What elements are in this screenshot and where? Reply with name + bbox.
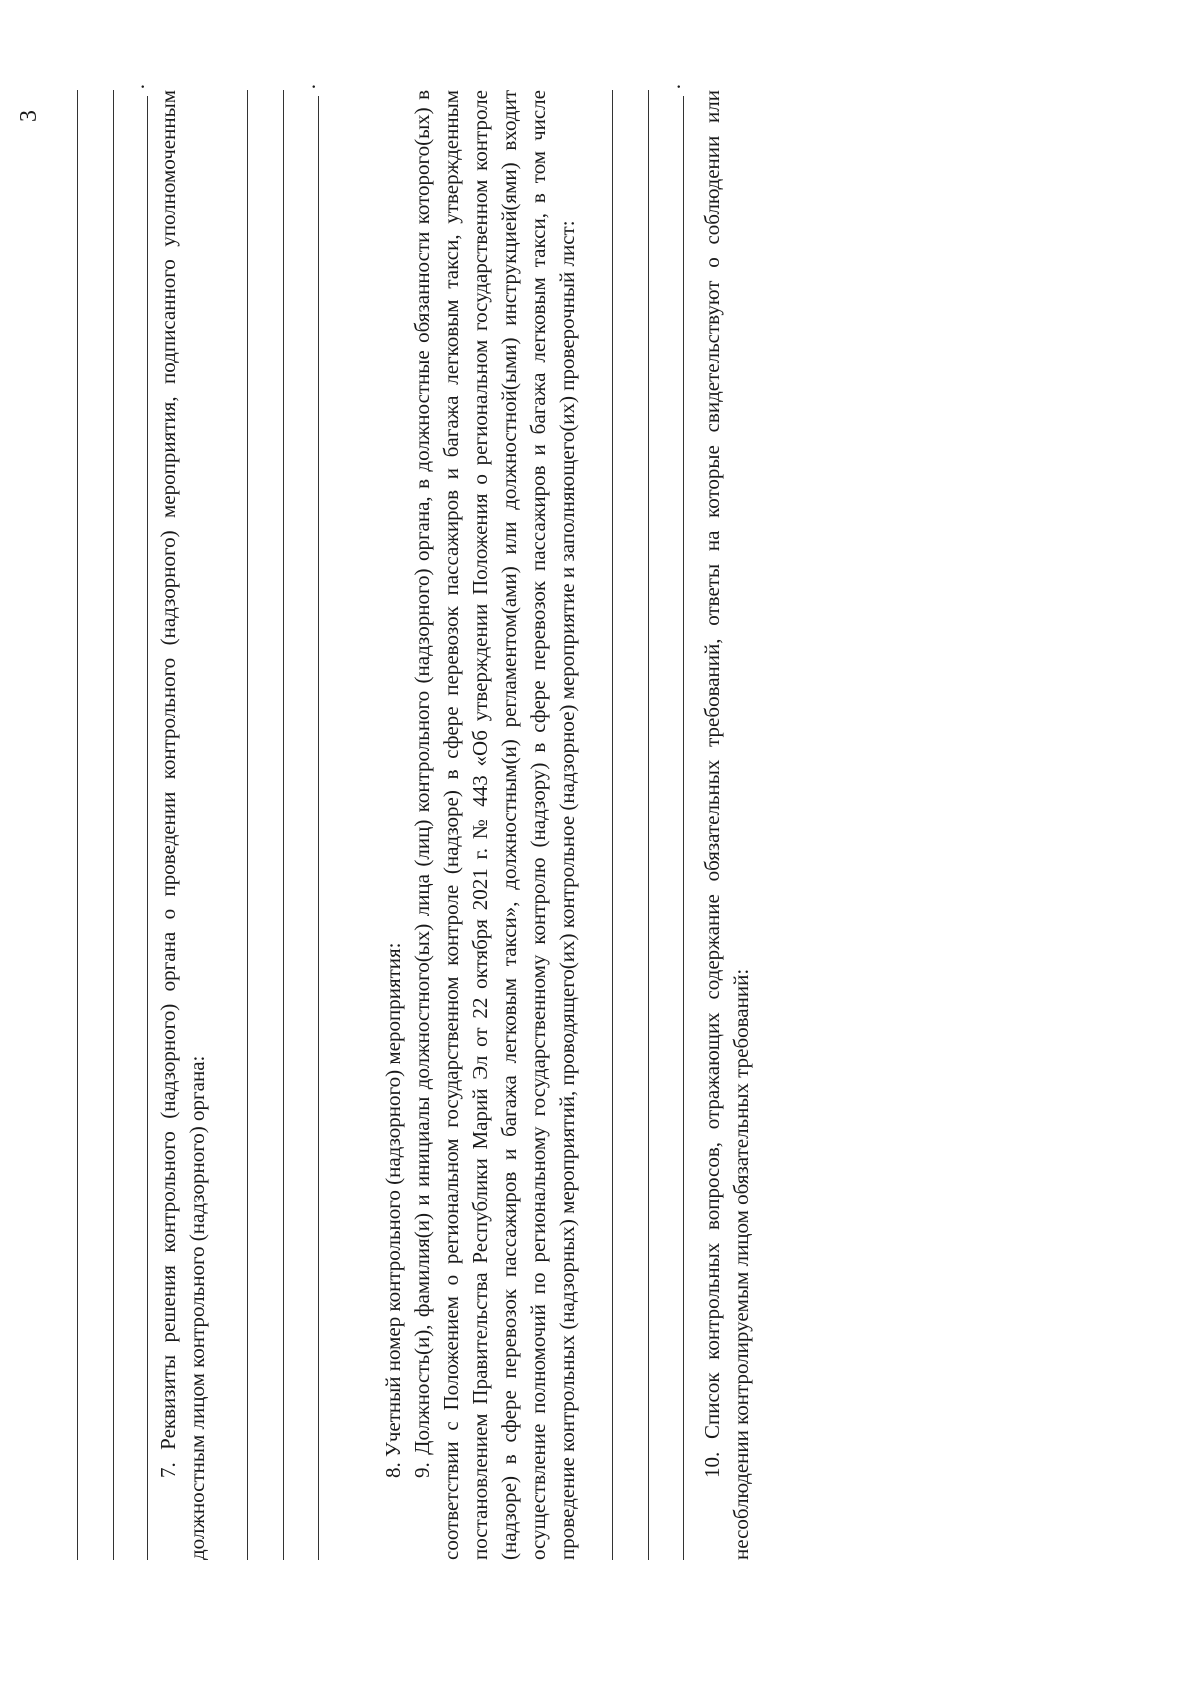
page-number: 3	[16, 110, 42, 122]
fill-line-end	[649, 84, 685, 1560]
section-9-text: 9. Должность(и), фамилия(и) и инициалы должностного(ых) лица (лиц) контрольного (надзорного) органа, в должностные обязанности которого(ых) в соответствии с Положением о региональном государственном контроле (надзоре) в сфере перевозок пассажиров и багажа легковым такси, утвержденным постановлением Правительства Республики Марий Эл от 22 октября 2021 г. № 443 «Об утверждении Положения о региональном государственном контроле (надзоре) в сфере перевозок пассажиров и багажа легковым такси», должностным(и) регламентом(ами) или должностной(ыми) инструкцией(ями) входит осуществление полномочий по региональному государственному контролю (надзору) в сфере перевозок пассажиров и багажа легковым такси, в том числе проведение контрольных (надзорных) мероприятий, проводящего(их) контрольное (надзорное) мероприятие и заполняющего(их) проверочный лист:	[410, 90, 579, 1560]
fill-line-end	[284, 84, 320, 1560]
rotated-content	[16, 84, 1035, 1560]
fill-line	[212, 90, 248, 1560]
fill-line	[582, 90, 613, 1560]
line-end-dot: .	[296, 84, 320, 90]
fill-line-end	[114, 84, 149, 1560]
section-10-text: 10. Список контрольных вопросов, отражающих содержание обязательных требований, ответы на которые свидетельствуют о соблюдении или несоблюдении контролируемым лицом обязательных требований:	[700, 90, 753, 1560]
section-8-text	[379, 90, 408, 1560]
fill-line	[78, 90, 114, 1560]
section-8-label: 8. Учетный номер контрольного (надзорного) мероприятия:	[381, 942, 405, 1478]
fill-line	[613, 90, 649, 1560]
line-end-dot: .	[661, 84, 685, 90]
line-end-dot: .	[125, 84, 149, 90]
fill-line	[248, 90, 284, 1560]
section-7-text: 7. Реквизиты решения контрольного (надзорного) органа о проведении контрольного (надзорного) мероприятия, подписанного уполномоченным должностным лицом контрольного (надзорного) органа:	[156, 90, 209, 1560]
